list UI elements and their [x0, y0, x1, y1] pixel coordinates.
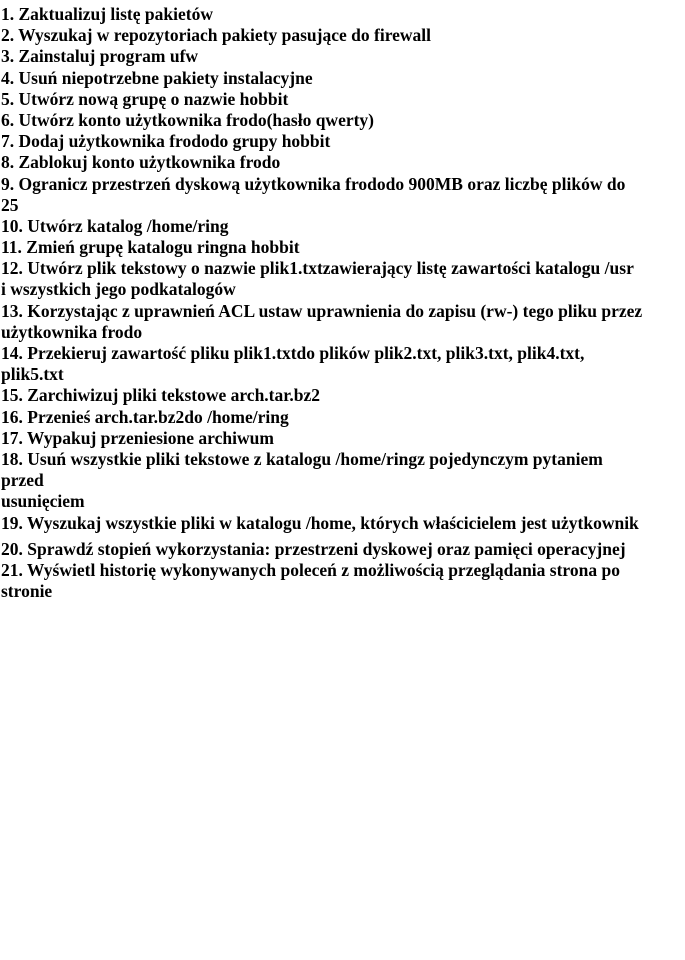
task-line: przed — [1, 470, 44, 491]
task-item — [1, 385, 642, 406]
task-item — [1, 4, 642, 25]
task-line: 14. Przekieruj zawartość pliku plik1.txtdo plików plik2.txt, plik3.txt, plik4.txt, — [1, 343, 585, 363]
task-line: 25 — [1, 194, 19, 215]
task-line: 18. Usuń wszystkie pliki tekstowe z katalogu /home/ringz pojedynczym pytaniem — [1, 448, 603, 469]
task-line: 21. Wyświetl historię wykonywanych poleceń z możliwością przeglądania strona po — [1, 559, 620, 580]
task-item — [1, 301, 642, 343]
task-item — [1, 237, 642, 258]
task-item — [1, 68, 642, 89]
task-item — [1, 89, 642, 110]
task-line: i wszystkich jego podkatalogów — [1, 279, 236, 300]
task-line: użytkownika frodo — [1, 321, 143, 342]
task-line: plik5.txt — [1, 364, 64, 385]
task-line: 17. Wypakuj przeniesione archiwum — [1, 427, 274, 448]
task-line: 3. Zainstaluj program ufw — [1, 46, 199, 67]
task-line: 9. Ogranicz przestrzeń dyskową użytkownika frododo 900MB oraz liczbę plików do — [1, 173, 626, 194]
task-item — [1, 407, 642, 428]
task-line: 4. Usuń niepotrzebne pakiety instalacyjne — [1, 67, 313, 88]
task-item — [1, 216, 642, 237]
task-line: 19. Wyszukaj wszystkie pliki w katalogu /home, których właścicielem jest użytkownik — [1, 512, 639, 533]
task-line: 10. Utwórz katalog /home/ring — [1, 215, 229, 236]
task-item — [1, 152, 642, 173]
task-item — [1, 428, 642, 449]
task-item — [1, 449, 642, 513]
task-line: 6. Utwórz konto użytkownika frodo(hasło qwerty) — [1, 109, 375, 130]
task-line: 2. Wyszukaj w repozytoriach pakiety pasujące do firewall — [1, 25, 432, 46]
task-line: 20. Sprawdź stopień wykorzystania: przestrzeni dyskowej oraz pamięci operacyjnej — [1, 538, 626, 559]
task-line: 7. Dodaj użytkownika frododo grupy hobbit — [1, 131, 331, 152]
task-item — [1, 343, 642, 385]
task-line: 13. Korzystając z uprawnień ACL ustaw uprawnienia do zapisu (rw-) tego pliku przez — [1, 300, 643, 321]
task-line: 8. Zablokuj konto użytkownika frodo — [1, 152, 281, 173]
task-line: 15. Zarchiwizuj pliki tekstowe arch.tar.bz2 — [1, 385, 321, 406]
task-list — [1, 4, 642, 602]
task-line: 16. Przenieś arch.tar.bz2do /home/ring — [1, 406, 289, 427]
task-line: 1. Zaktualizuj listę pakietów — [1, 4, 213, 24]
task-line: 5. Utwórz nową grupę o nazwie hobbit — [1, 88, 289, 109]
task-line: stronie — [1, 581, 53, 602]
task-line: 11. Zmień grupę katalogu ringna hobbit — [1, 237, 300, 258]
task-line: 12. Utwórz plik tekstowy o nazwie plik1.txtzawierający listę zawartości katalogu /usr — [1, 258, 634, 279]
task-item — [1, 174, 642, 216]
task-item — [1, 131, 642, 152]
task-item — [1, 560, 642, 602]
task-item — [1, 258, 642, 300]
task-item — [1, 539, 642, 560]
task-line: usunięciem — [1, 491, 85, 512]
task-item — [1, 110, 642, 131]
task-item — [1, 25, 642, 46]
task-item — [1, 46, 642, 67]
task-item — [1, 513, 642, 534]
